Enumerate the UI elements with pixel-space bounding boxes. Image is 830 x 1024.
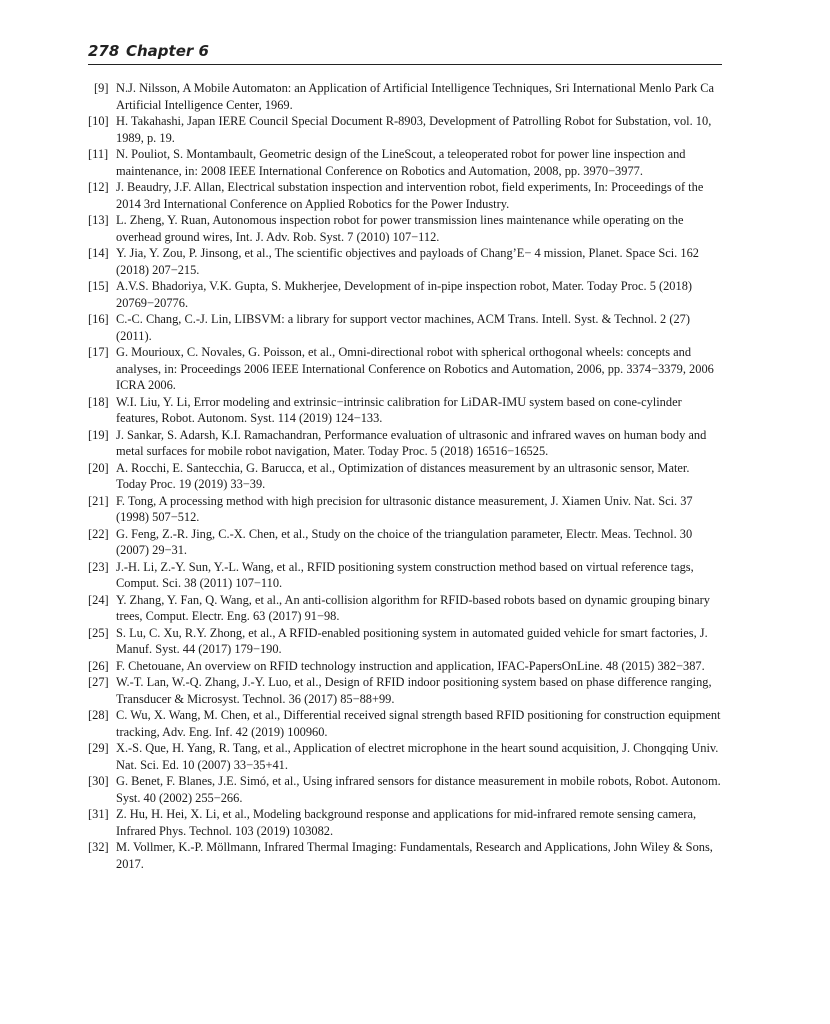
reference-text: Y. Zhang, Y. Fan, Q. Wang, et al., An anti-collision algorithm for RFID-based robots based on dynamic grouping binary trees, Comput. Electr. Eng. 63 (2017) 91−98. xyxy=(116,592,710,623)
reference-text: H. Takahashi, Japan IERE Council Special Document R-8903, Development of Patrolling Robot for Substation, vol. 10, 1989, p. 19. xyxy=(116,114,712,145)
reference-item xyxy=(88,806,722,839)
reference-text: F. Tong, A processing method with high precision for ultrasonic distance measurement, J. Xiamen Univ. Nat. Sci. 37 (1998) 507−512. xyxy=(116,493,693,524)
reference-item xyxy=(88,773,722,806)
reference-item xyxy=(88,559,722,592)
reference-text: Z. Hu, H. Hei, X. Li, et al., Modeling background response and applications for mid-infrared remote sensing camera, Infrared Phys. Technol. 103 (2019) 103082. xyxy=(116,807,697,838)
reference-number: [26] xyxy=(88,658,109,673)
reference-number: [12] xyxy=(88,180,109,194)
reference-number: [9] xyxy=(94,81,109,95)
reference-item xyxy=(88,625,722,658)
reference-number: [14] xyxy=(88,246,109,260)
reference-item xyxy=(88,278,722,311)
reference-number: [23] xyxy=(88,559,109,574)
reference-text: W.I. Liu, Y. Li, Error modeling and extrinsic−intrinsic calibration for LiDAR-IMU system based on cone-cylinder features, Robot. Autonom. Syst. 114 (2019) 124−133. xyxy=(116,394,682,425)
reference-text: C. Wu, X. Wang, M. Chen, et al., Differential received signal strength based RFID positioning for construction equipment tracking, Adv. Eng. Inf. 42 (2019) 100960. xyxy=(116,708,721,739)
reference-number: [20] xyxy=(88,460,109,475)
reference-item xyxy=(88,460,722,493)
reference-number: [27] xyxy=(88,675,109,689)
reference-item xyxy=(88,311,722,344)
reference-item xyxy=(88,674,722,707)
reference-number: [16] xyxy=(88,312,109,326)
reference-text: G. Benet, F. Blanes, J.E. Simó, et al., Using infrared sensors for distance measurement in mobile robots, Robot. Autonom. Syst. 40 (2002) 255−266. xyxy=(116,774,721,805)
reference-item xyxy=(88,592,722,625)
reference-number: [31] xyxy=(88,807,109,821)
reference-number: [32] xyxy=(88,840,109,854)
reference-item xyxy=(88,427,722,460)
reference-number: [28] xyxy=(88,708,109,722)
reference-item xyxy=(88,179,722,212)
reference-text: M. Vollmer, K.-P. Möllmann, Infrared Thermal Imaging: Fundamentals, Research and Applications, John Wiley & Sons, 2017. xyxy=(116,840,713,871)
reference-text: J. Sankar, S. Adarsh, K.I. Ramachandran, Performance evaluation of ultrasonic and infrared waves on human body and metal surfaces for mobile robot navigation, Mater. Today Proc. 5 (2018) 16516−16525. xyxy=(116,427,707,458)
reference-item xyxy=(88,80,722,113)
reference-text: J. Beaudry, J.F. Allan, Electrical substation inspection and intervention robot, field experiments, In: Proceedings of the 2014 3rd International Conference on Applied Robotics for the Power Industry. xyxy=(116,180,704,211)
reference-item xyxy=(88,212,722,245)
reference-text: F. Chetouane, An overview on RFID technology instruction and application, IFAC-PapersOnLine. 48 (2015) 382−387. xyxy=(116,658,705,673)
reference-number: [30] xyxy=(88,774,109,788)
reference-item xyxy=(88,707,722,740)
running-header xyxy=(88,38,722,65)
reference-number: [19] xyxy=(88,427,109,442)
reference-text: Y. Jia, Y. Zou, P. Jinsong, et al., The scientific objectives and payloads of Chang’E− 4 mission, Planet. Space Sci. 162 (2018) 207−215. xyxy=(116,246,699,277)
page-number: 278 xyxy=(88,42,120,60)
reference-item xyxy=(88,394,722,427)
reference-number: [13] xyxy=(88,213,109,227)
reference-number: [29] xyxy=(88,741,109,755)
reference-text: C.-C. Chang, C.-J. Lin, LIBSVM: a library for support vector machines, ACM Trans. Intell. Syst. & Technol. 2 (27) (2011). xyxy=(116,312,690,343)
reference-number: [10] xyxy=(88,114,109,128)
reference-item xyxy=(88,344,722,394)
reference-text: N.J. Nilsson, A Mobile Automaton: an Application of Artificial Intelligence Techniques, Sri International Menlo Park Ca Artificial Intelligence Center, 1969. xyxy=(116,81,715,112)
reference-text: J.-H. Li, Z.-Y. Sun, Y.-L. Wang, et al., RFID positioning system construction method based on virtual reference tags, Comput. Sci. 38 (2011) 107−110. xyxy=(116,559,694,590)
reference-item xyxy=(88,740,722,773)
reference-item xyxy=(88,526,722,559)
reference-number: [18] xyxy=(88,394,109,409)
reference-item xyxy=(88,493,722,526)
reference-item xyxy=(88,113,722,146)
reference-item xyxy=(88,658,722,675)
reference-number: [25] xyxy=(88,625,109,640)
reference-text: N. Pouliot, S. Montambault, Geometric design of the LineScout, a teleoperated robot for power line inspection and maintenance, in: 2008 IEEE International Conference on Robotics and Automation, 2008, pp. 3970−3977. xyxy=(116,147,686,178)
reference-number: [24] xyxy=(88,592,109,607)
reference-text: W.-T. Lan, W.-Q. Zhang, J.-Y. Luo, et al., Design of RFID indoor positioning system based on phase difference ranging, Transducer & Microsyst. Technol. 36 (2017) 85−88+99. xyxy=(116,675,712,706)
reference-text: X.-S. Que, H. Yang, R. Tang, et al., Application of electret microphone in the heart sound acquisition, J. Chongqing Univ. Nat. Sci. Ed. 10 (2007) 33−35+41. xyxy=(116,741,719,772)
reference-text: L. Zheng, Y. Ruan, Autonomous inspection robot for power transmission lines maintenance while operating on the overhead ground wires, Int. J. Adv. Rob. Syst. 7 (2010) 107−112. xyxy=(116,213,684,244)
reference-item xyxy=(88,839,722,872)
reference-text: G. Feng, Z.-R. Jing, C.-X. Chen, et al., Study on the choice of the triangulation parameter, Electr. Meas. Technol. 30 (2007) 29−31. xyxy=(116,526,693,557)
reference-text: G. Mourioux, C. Novales, G. Poisson, et al., Omni-directional robot with spherical orthogonal wheels: concepts and analyses, in: Proceedings 2006 IEEE International Conference on Robotics and Automation, 2006, pp. 3374−3379, 2006 ICRA 2006. xyxy=(116,345,714,392)
reference-number: [17] xyxy=(88,345,109,359)
chapter-title: Chapter 6 xyxy=(126,42,209,60)
reference-text: A. Rocchi, E. Santecchia, G. Barucca, et al., Optimization of distances measurement by an ultrasonic sensor, Mater. Today Proc. 19 (2019) 33−39. xyxy=(116,460,690,491)
reference-number: [21] xyxy=(88,493,109,508)
reference-item xyxy=(88,245,722,278)
reference-item xyxy=(88,146,722,179)
reference-number: [11] xyxy=(88,147,109,161)
reference-text: S. Lu, C. Xu, R.Y. Zhong, et al., A RFID-enabled positioning system in automated guided vehicle for smart factories, J. Manuf. Syst. 44 (2017) 179−190. xyxy=(116,625,708,656)
reference-text: A.V.S. Bhadoriya, V.K. Gupta, S. Mukherjee, Development of in-pipe inspection robot, Mater. Today Proc. 5 (2018) 20769−20776. xyxy=(116,279,693,310)
reference-list xyxy=(88,80,722,872)
reference-number: [15] xyxy=(88,279,109,293)
reference-number: [22] xyxy=(88,526,109,541)
